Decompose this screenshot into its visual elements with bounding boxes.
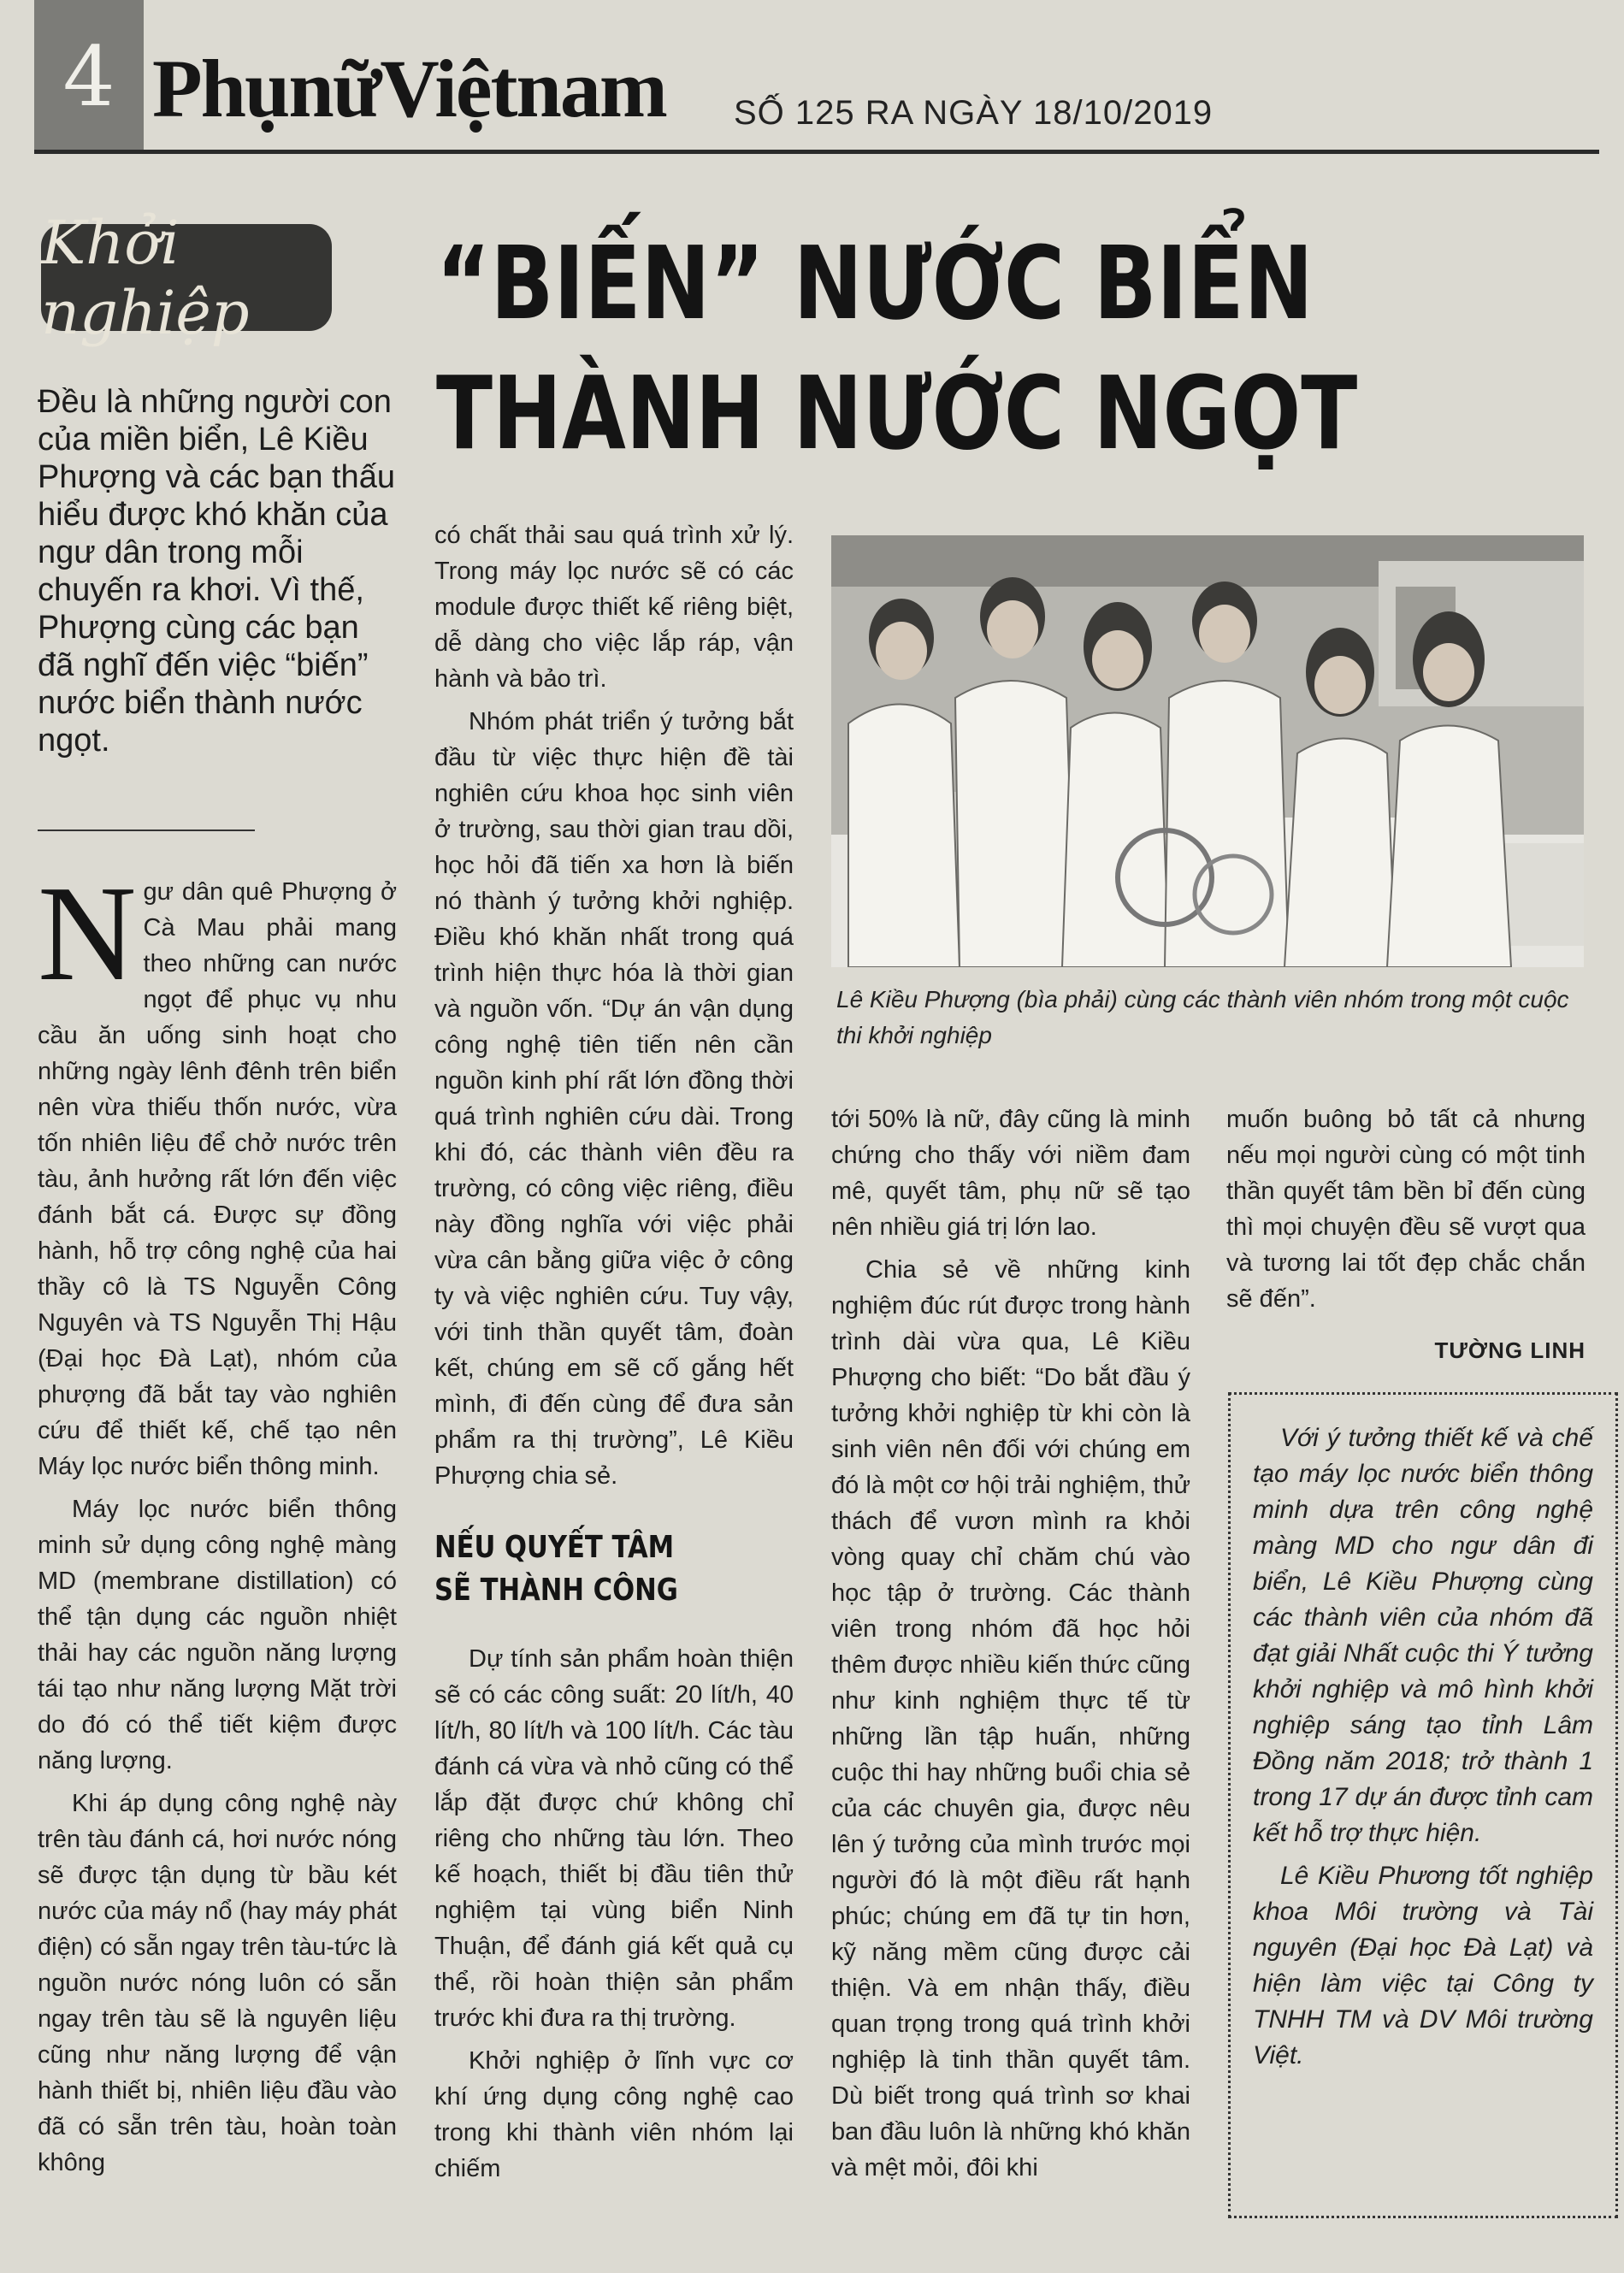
photo-caption: Lê Kiều Phượng (bìa phải) cùng các thành viên nhóm trong một cuộc thi khởi nghiệp bbox=[836, 986, 1569, 1048]
section-badge: Khởi nghiệp bbox=[41, 224, 332, 331]
group-photo-illustration bbox=[831, 535, 1584, 967]
sub-heading: NẾU QUYẾT TÂM SẼ THÀNH CÔNG bbox=[434, 1530, 678, 1608]
headline-line-1: “BIẾN” NƯỚC BIỂN bbox=[436, 224, 1314, 342]
author-byline: TƯỜNG LINH bbox=[1434, 1337, 1586, 1363]
paragraph: Khi áp dụng công nghệ này trên tàu đánh cá, hơi nước nóng sẽ được tận dụng từ bầu két nước của máy nổ (hay máy phát điện) có sẵn ngay trên tàu-tức là nguồn nước nóng luôn có sẵn ngay trên tàu sẽ là nguyên liệu cũng như năng lượng để vận hành thiết bị, nhiên liệu đầu vào đã có sẵn trên tàu, hoàn toàn không bbox=[38, 1790, 397, 2176]
newspaper-title: PhụnữViệtnam bbox=[152, 43, 666, 134]
paragraph: Ngư dân quê Phượng ở Cà Mau phải mang theo những can nước ngọt để phục vụ nhu cầu ăn uống sinh hoạt cho những ngày lênh đênh trên biển nên vừa thiếu thốn nước, vừa tốn nhiên liệu để chở nước trên tàu, ảnh hưởng rất lớn đến việc đánh bắt cá. Được sự đồng hành, hỗ trợ công nghệ của hai thầy cô là TS Nguyễn Công Nguyên và TS Nguyễn Thị Hậu (Đại học Đà Lạt), nhóm của phượng đã bắt tay vào nghiên cứu để thiết kế, chế tạo nên Máy lọc nước biển thông minh. bbox=[38, 857, 397, 1480]
paragraph: Khởi nghiệp ở lĩnh vực cơ khí ứng dụng công nghệ cao trong khi thành viên nhóm lại chiếm bbox=[434, 2047, 794, 2182]
text-column-1 bbox=[38, 857, 397, 2187]
paragraph: Máy lọc nước biển thông minh sử dụng công nghệ màng MD (membrane distillation) có thể tận dụng các nguồn nhiệt thải hay các nguồn năng lượng tái tạo như năng lượng Mặt trời do đó có thể tiết kiệm được năng lượng. bbox=[38, 1496, 397, 1774]
info-box-paragraph: Với ý tưởng thiết kế và chế tạo máy lọc nước biển thông minh dựa trên công nghệ màng MD cho ngư dân đi biển, Lê Kiều Phượng cùng các thành viên của nhóm đã đạt giải Nhất cuộc thi Ý tưởng khởi nghiệp và mô hình khởi nghiệp sáng tạo tỉnh Lâm Đồng năm 2018; trở thành 1 trong 17 dự án được tỉnh cam kết hỗ trợ thực hiện. bbox=[1253, 1424, 1593, 1847]
article-sapo: Đều là những người con của miền biển, Lê Kiều Phượng và các bạn thấu hiểu được khó khăn của ngư dân trong mỗi chuyến ra khơi. Vì thế, Phượng cùng các bạn đã nghĩ đến việc “biến” nước biển thành nước ngọt. bbox=[38, 384, 395, 759]
text-column-2 bbox=[434, 517, 794, 2193]
article-photo bbox=[831, 535, 1584, 967]
text-column-4 bbox=[1226, 1101, 1586, 1368]
drop-cap: N bbox=[38, 857, 137, 1009]
paragraph: muốn buông bỏ tất cả nhưng nếu mọi người cùng có một tinh thần quyết tâm bền bỉ đến cùng thì mọi chuyện đều sẽ vượt qua và tương lai tốt đẹp chắc chắn sẽ đến”. bbox=[1226, 1106, 1586, 1313]
headline-line-2: THÀNH NƯỚC NGỌT bbox=[436, 354, 1358, 472]
issue-info: SỐ 125 RA NGÀY 18/10/2019 bbox=[734, 94, 1214, 132]
text-column-3 bbox=[831, 1101, 1190, 2193]
paragraph: Chia sẻ về những kinh nghiệm đúc rút được trong hành trình dài vừa qua, Lê Kiều Phượng cho biết: “Do bắt đầu ý tưởng khởi nghiệp từ khi còn là sinh viên nên đối với chúng em đó là một cơ hội trải nghiệm, thử thách để vươn mình ra khỏi vòng quay chỉ chăm chú vào học tập ở trường. Các thành viên trong nhóm đã học hỏi thêm được nhiều kiến thức cũng như kinh nghiệm thực tế từ những lần tập huấn, những cuộc thi hay những buổi chia sẻ của các chuyên gia, được nêu lên ý tưởng của mình trước mọi người đó là một điều rất hạnh phúc; chúng em đã tự tin hơn, kỹ năng mềm cũng được cải thiện. Và em nhận thấy, điều quan trọng trong quá trình khởi nghiệp là tinh thần quyết tâm. Dù biết trong quá trình sơ khai ban đầu luôn là những khó khăn và mệt mỏi, đôi khi bbox=[831, 1256, 1190, 2181]
page-number: 4 bbox=[34, 0, 144, 154]
sapo-divider bbox=[38, 829, 255, 831]
info-box bbox=[1228, 1392, 1618, 2218]
info-box-paragraph: Lê Kiều Phương tốt nghiệp khoa Môi trường và Tài nguyên (Đại học Đà Lạt) và hiện làm việc tại Công ty TNHH TM và DV Môi trường Việt. bbox=[1253, 1862, 1593, 2069]
paragraph: Dự tính sản phẩm hoàn thiện sẽ có các công suất: 20 lít/h, 40 lít/h, 80 lít/h và 100 lít/h. Các tàu đánh cá vừa và nhỏ cũng có thể lắp đặt được chứ không chỉ riêng cho những tàu lớn. Theo kế hoạch, thiết bị đầu tiên thử nghiệm tại vùng biển Ninh Thuận, để đánh giá kết quả cụ thể, rồi hoàn thiện sản phẩm trước khi đưa ra thị trường. bbox=[434, 1645, 794, 2032]
article-headline bbox=[436, 218, 1358, 478]
paragraph: có chất thải sau quá trình xử lý. Trong máy lọc nước sẽ có các module được thiết kế riêng biệt, dễ dàng cho việc lắp ráp, vận hành và bảo trì. bbox=[434, 522, 794, 693]
paragraph: tới 50% là nữ, đây cũng là minh chứng cho thấy với niềm đam mê, quyết tâm, phụ nữ sẽ tạo nên nhiều giá trị lớn lao. bbox=[831, 1106, 1190, 1241]
masthead-divider bbox=[34, 150, 1599, 154]
paragraph: Nhóm phát triển ý tưởng bắt đầu từ việc thực hiện đề tài nghiên cứu khoa học sinh viên ở trường, sau thời gian trau dồi, học hỏi đã tiến xa hơn là biến nó thành ý tưởng khởi nghiệp. Điều khó khăn nhất trong quá trình hiện thực hóa là thời gian và nguồn vốn. “Dự án vận dụng công nghệ tiên tiến nên cần nguồn kinh phí rất lớn đồng thời quá trình nghiên cứu dài. Trong khi đó, các thành viên đều ra trường, có công việc riêng, điều này đồng nghĩa với việc phải vừa cân bằng giữa việc ở công ty và việc nghiên cứu. Tuy vậy, với tinh thần quyết tâm, đoàn kết, chúng em sẽ cố gắng hết mình, đi đến cùng để đưa sản phẩm ra thị trường”, Lê Kiều Phượng chia sẻ. bbox=[434, 708, 794, 1490]
